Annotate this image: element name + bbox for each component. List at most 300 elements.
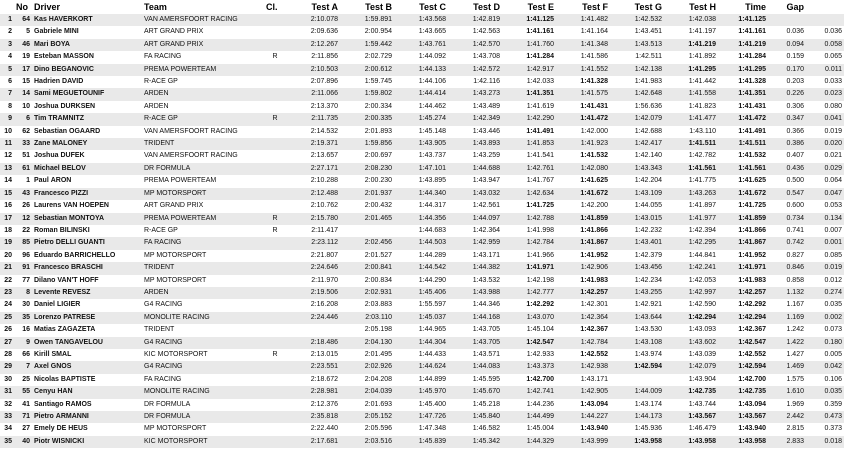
test-e-cell: 1:41.966 bbox=[526, 251, 554, 259]
test-g-cell: 1:56.636 bbox=[634, 102, 662, 110]
test-a-cell: 2:12.488 bbox=[286, 188, 340, 200]
driver-cell bbox=[32, 138, 142, 150]
number-cell: 1 bbox=[26, 177, 30, 185]
test-e-cell: 1:44.499 bbox=[502, 411, 556, 423]
team-cell: FA RACING bbox=[144, 53, 182, 61]
gap-cell: 0.094 bbox=[768, 39, 806, 51]
number-cell: 30 bbox=[22, 301, 30, 309]
test-e-cell: 1:43.070 bbox=[502, 312, 556, 324]
driver-cell bbox=[32, 200, 142, 212]
interval-cell: 0.001 bbox=[806, 237, 844, 249]
interval-cell: 0.064 bbox=[824, 177, 842, 185]
test-b-cell: 2:05.596 bbox=[364, 425, 392, 433]
driver-last-name: TRAMNITZ bbox=[48, 115, 85, 123]
number-cell: 16 bbox=[22, 326, 30, 334]
test-d-cell: 1:43.947 bbox=[472, 177, 500, 185]
gap-cell bbox=[768, 14, 806, 26]
test-f-cell: 1:41.575 bbox=[556, 88, 610, 100]
interval-cell: 0.359 bbox=[824, 400, 842, 408]
position-cell: 32 bbox=[4, 400, 12, 408]
test-b-cell: 2:00.334 bbox=[364, 102, 392, 110]
position-cell: 33 bbox=[0, 411, 14, 423]
test-f-cell: 1:42.906 bbox=[556, 262, 610, 274]
test-b-cell bbox=[340, 225, 394, 237]
test-f-cell: 1:43.171 bbox=[580, 375, 608, 383]
test-a-cell: 2:21.807 bbox=[310, 251, 338, 259]
team-cell: MP MOTORSPORT bbox=[144, 276, 207, 284]
test-h-cell: 1:46.479 bbox=[688, 425, 716, 433]
test-d-cell: 1:42.570 bbox=[448, 39, 502, 51]
class-cell bbox=[264, 237, 286, 249]
driver-cell bbox=[32, 299, 142, 311]
driver-last-name: BRASCHI bbox=[70, 264, 103, 272]
gap-cell: 0.827 bbox=[786, 251, 804, 259]
driver-cell bbox=[32, 411, 142, 423]
test-h-cell: 1:43.110 bbox=[689, 127, 716, 135]
number-cell: 12 bbox=[14, 213, 32, 225]
gap-cell: 0.846 bbox=[768, 262, 806, 274]
test-h-cell: 1:43.958 bbox=[664, 436, 718, 448]
interval-cell: 0.036 bbox=[824, 28, 842, 36]
table-row bbox=[0, 101, 844, 113]
test-b-cell: 2:00.612 bbox=[340, 64, 394, 76]
test-a-cell: 2:28.981 bbox=[286, 386, 340, 398]
number-cell: 33 bbox=[14, 138, 32, 150]
time-cell: 1:41.125 bbox=[718, 14, 768, 26]
test-g-cell: 1:42.648 bbox=[610, 88, 664, 100]
number-cell: 14 bbox=[14, 88, 32, 100]
table-row bbox=[0, 225, 844, 237]
driver-last-name: ZAGAZETA bbox=[57, 326, 96, 334]
class-cell bbox=[264, 175, 286, 187]
test-d-cell: 1:42.959 bbox=[448, 237, 502, 249]
class-cell bbox=[264, 101, 286, 113]
class-cell bbox=[264, 26, 286, 38]
interval-cell: 0.023 bbox=[806, 88, 844, 100]
position-cell: 19 bbox=[0, 237, 14, 249]
test-f-cell: 1:42.552 bbox=[580, 350, 608, 358]
test-d-cell: 1:44.688 bbox=[448, 163, 502, 175]
table-row bbox=[0, 411, 844, 423]
table-row bbox=[0, 200, 844, 212]
number-cell: 41 bbox=[22, 400, 30, 408]
test-g-cell bbox=[610, 374, 664, 386]
test-e-cell: 1:42.933 bbox=[526, 350, 554, 358]
test-c-cell: 1:47.348 bbox=[418, 425, 446, 433]
test-e-cell: 1:41.125 bbox=[502, 14, 556, 26]
driver-last-name: ARON bbox=[50, 177, 72, 185]
position-cell: 21 bbox=[0, 262, 14, 274]
test-b-cell: 2:08.230 bbox=[340, 163, 394, 175]
position-cell: 18 bbox=[4, 226, 12, 234]
test-c-cell: 1:45.037 bbox=[394, 312, 448, 324]
gap-cell: 1.469 bbox=[768, 361, 806, 373]
test-a-cell: 2:13.657 bbox=[310, 152, 338, 160]
test-d-cell: 1:43.532 bbox=[472, 276, 500, 284]
test-a-cell: 2:19.371 bbox=[286, 138, 340, 150]
results-body bbox=[0, 14, 844, 448]
table-row bbox=[0, 324, 844, 336]
table-row bbox=[0, 423, 844, 435]
time-cell: 1:41.284 bbox=[738, 53, 766, 61]
driver-cell bbox=[32, 175, 142, 187]
table-row bbox=[0, 312, 844, 324]
test-f-cell: 1:43.999 bbox=[556, 436, 610, 448]
position-cell: 13 bbox=[0, 163, 14, 175]
test-d-cell: 1:45.670 bbox=[448, 386, 502, 398]
driver-cell bbox=[32, 150, 142, 162]
interval-cell: 0.080 bbox=[824, 102, 842, 110]
table-row bbox=[0, 299, 844, 311]
test-g-cell: 1:42.532 bbox=[610, 14, 664, 26]
test-d-cell: 1:43.988 bbox=[448, 287, 502, 299]
table-row bbox=[0, 126, 844, 138]
test-b-cell: 2:03.883 bbox=[364, 301, 392, 309]
position-cell: 4 bbox=[8, 53, 12, 61]
number-cell: 43 bbox=[14, 188, 32, 200]
test-e-cell: 1:41.541 bbox=[526, 152, 554, 160]
test-e-cell: 1:41.767 bbox=[526, 177, 554, 185]
test-c-cell: 1:43.761 bbox=[394, 39, 448, 51]
time-cell: 1:41.971 bbox=[718, 262, 768, 274]
test-c-cell: 1:45.839 bbox=[394, 436, 448, 448]
driver-last-name: PATRESE bbox=[63, 313, 96, 321]
test-g-cell: 1:43.513 bbox=[610, 39, 664, 51]
position-cell: 11 bbox=[0, 138, 14, 150]
test-f-cell: 1:41.859 bbox=[556, 213, 610, 225]
test-b-cell: 1:59.856 bbox=[340, 138, 394, 150]
test-a-cell: 2:10.503 bbox=[286, 64, 340, 76]
driver-last-name: BOYA bbox=[50, 40, 70, 48]
test-f-cell: 1:42.080 bbox=[556, 163, 610, 175]
number-cell: 6 bbox=[14, 113, 32, 125]
number-cell: 46 bbox=[14, 39, 32, 51]
class-cell: R bbox=[272, 226, 278, 234]
test-a-cell: 2:16.208 bbox=[310, 301, 338, 309]
test-b-cell: 2:01.495 bbox=[364, 350, 392, 358]
test-h-cell: 1:42.294 bbox=[664, 312, 718, 324]
position-cell: 16 bbox=[4, 202, 12, 210]
team-cell: MP MOTORSPORT bbox=[144, 425, 207, 433]
class-cell bbox=[264, 14, 286, 26]
table-row bbox=[0, 76, 844, 88]
test-h-cell: 1:41.775 bbox=[688, 177, 716, 185]
test-c-cell: 1:44.092 bbox=[418, 53, 446, 61]
table-row bbox=[0, 138, 844, 150]
test-c-cell: 1:44.356 bbox=[394, 213, 448, 225]
driver-first-name: Francesco bbox=[34, 264, 70, 272]
time-cell: 1:41.431 bbox=[738, 102, 766, 110]
driver-last-name: VAN HOEPEN bbox=[63, 202, 109, 210]
driver-last-name: MEGUETOUNIF bbox=[52, 90, 105, 98]
driver-first-name: Joshua bbox=[34, 102, 59, 110]
test-g-cell: 1:42.688 bbox=[634, 127, 662, 135]
team-cell: ARDEN bbox=[144, 102, 169, 110]
interval-cell: 0.041 bbox=[806, 113, 844, 125]
position-cell: 20 bbox=[4, 251, 12, 259]
driver-first-name: Santiago bbox=[34, 400, 64, 408]
table-row bbox=[0, 51, 844, 63]
table-row bbox=[0, 262, 844, 274]
driver-last-name: PIZZI bbox=[70, 189, 89, 197]
test-a-cell: 2:35.818 bbox=[286, 411, 340, 423]
test-a-cell: 2:11.066 bbox=[286, 88, 340, 100]
test-g-cell: 1:44.009 bbox=[610, 386, 664, 398]
driver-cell bbox=[32, 14, 142, 26]
driver-cell bbox=[32, 287, 142, 299]
test-g-cell: 1:43.644 bbox=[610, 312, 664, 324]
gap-cell: 0.347 bbox=[768, 113, 806, 125]
test-a-cell: 2:15.780 bbox=[286, 213, 340, 225]
number-cell: 85 bbox=[14, 237, 32, 249]
gap-cell: 1.575 bbox=[786, 375, 804, 383]
test-f-cell: 1:41.625 bbox=[580, 177, 608, 185]
test-c-cell: 1:44.503 bbox=[394, 237, 448, 249]
test-f-cell: 1:41.866 bbox=[580, 226, 608, 234]
driver-cell bbox=[32, 262, 142, 274]
driver-cell bbox=[32, 423, 142, 435]
driver-first-name: Dino bbox=[34, 65, 50, 73]
position-cell: 22 bbox=[4, 276, 12, 284]
interval-cell: 0.058 bbox=[806, 39, 844, 51]
driver-first-name: Sebastian bbox=[34, 127, 68, 135]
driver-cell bbox=[32, 399, 142, 411]
table-row bbox=[0, 213, 844, 225]
test-g-cell: 1:43.109 bbox=[610, 188, 664, 200]
header-row bbox=[0, 0, 844, 14]
driver-last-name: BELOV bbox=[61, 164, 86, 172]
time-cell: 1:42.700 bbox=[738, 375, 766, 383]
driver-last-name: GNOS bbox=[50, 363, 72, 371]
test-f-cell: 1:42.938 bbox=[556, 361, 610, 373]
gap-cell: 0.159 bbox=[786, 53, 804, 61]
test-c-cell: 1:45.400 bbox=[418, 400, 446, 408]
driver-first-name: Sami bbox=[34, 90, 51, 98]
driver-last-name: ARMANNI bbox=[55, 413, 89, 420]
table-row bbox=[0, 150, 844, 162]
test-d-cell: 1:43.446 bbox=[472, 127, 500, 135]
driver-first-name: Gabriele bbox=[34, 28, 63, 36]
time-cell: 1:41.351 bbox=[718, 88, 768, 100]
interval-cell: 0.033 bbox=[824, 78, 842, 86]
test-c-cell: 1:44.340 bbox=[394, 188, 448, 200]
driver-cell bbox=[32, 126, 142, 138]
test-d-cell: 1:45.840 bbox=[448, 411, 502, 423]
driver-first-name: Owen bbox=[34, 338, 54, 346]
time-cell: 1:41.295 bbox=[718, 64, 768, 76]
test-f-cell: 1:41.532 bbox=[580, 152, 608, 160]
test-b-cell: 2:03.110 bbox=[340, 312, 394, 324]
table-row bbox=[0, 175, 844, 187]
test-a-cell bbox=[286, 324, 340, 336]
table-row bbox=[0, 163, 844, 175]
test-e-cell: 1:42.784 bbox=[502, 237, 556, 249]
time-cell: 1:41.952 bbox=[738, 251, 766, 259]
test-c-cell: 1:44.899 bbox=[418, 375, 446, 383]
test-f-cell: 1:42.784 bbox=[556, 337, 610, 349]
gap-cell: 0.742 bbox=[768, 237, 806, 249]
test-a-cell: 2:19.506 bbox=[286, 287, 340, 299]
test-c-cell: 1:44.624 bbox=[394, 361, 448, 373]
test-d-cell: 1:43.571 bbox=[472, 350, 500, 358]
team-cell: ART GRAND PRIX bbox=[144, 202, 204, 210]
gap-cell: 2.833 bbox=[768, 436, 806, 448]
test-d-cell: 1:43.032 bbox=[448, 188, 502, 200]
position-cell: 2 bbox=[8, 28, 12, 36]
header-pos bbox=[0, 0, 14, 14]
test-c-cell: 1:43.895 bbox=[418, 177, 446, 185]
test-b-cell: 2:00.834 bbox=[364, 276, 392, 284]
team-cell: ARDEN bbox=[142, 287, 264, 299]
test-b-cell: 2:02.729 bbox=[364, 53, 392, 61]
test-e-cell: 1:41.853 bbox=[502, 138, 556, 150]
header-interval bbox=[806, 0, 844, 14]
table-row bbox=[0, 349, 844, 361]
class-cell bbox=[264, 39, 286, 51]
header-test-e: Test E bbox=[527, 2, 554, 12]
test-g-cell: 1:43.108 bbox=[610, 337, 664, 349]
interval-cell: 0.019 bbox=[806, 262, 844, 274]
test-h-cell: 1:41.558 bbox=[664, 88, 718, 100]
table-row bbox=[0, 374, 844, 386]
team-cell: ART GRAND PRIX bbox=[144, 28, 204, 36]
test-h-cell: 1:42.590 bbox=[688, 301, 716, 309]
test-a-cell: 2:10.288 bbox=[310, 177, 338, 185]
table-row bbox=[0, 275, 844, 287]
team-cell: G4 RACING bbox=[142, 337, 264, 349]
test-d-cell: 1:42.349 bbox=[448, 113, 502, 125]
header-test-d: Test D bbox=[473, 2, 500, 12]
time-cell: 1:42.594 bbox=[718, 361, 768, 373]
time-cell: 1:41.561 bbox=[718, 163, 768, 175]
position-cell: 31 bbox=[0, 386, 14, 398]
position-cell: 8 bbox=[8, 102, 12, 110]
test-h-cell: 1:43.567 bbox=[664, 411, 718, 423]
class-cell bbox=[264, 399, 286, 411]
team-cell: PREMA POWERTEAM bbox=[142, 213, 264, 225]
test-a-cell: 2:11.417 bbox=[311, 226, 338, 234]
team-cell: G4 RACING bbox=[142, 361, 264, 373]
driver-first-name: Daniel bbox=[34, 301, 56, 309]
number-cell: 7 bbox=[14, 361, 32, 373]
header-no: No bbox=[16, 2, 28, 12]
position-cell: 23 bbox=[0, 287, 14, 299]
test-g-cell: 1:41.983 bbox=[634, 78, 662, 86]
test-f-cell: 1:41.552 bbox=[556, 64, 610, 76]
test-b-cell: 2:02.931 bbox=[340, 287, 394, 299]
test-c-cell: 1:47.726 bbox=[394, 411, 448, 423]
time-cell: 1:41.859 bbox=[718, 213, 768, 225]
header-class: Cl. bbox=[266, 2, 278, 12]
test-h-cell: 1:42.241 bbox=[664, 262, 718, 274]
driver-first-name: Cenyu bbox=[34, 388, 56, 396]
table-row bbox=[0, 287, 844, 299]
test-h-cell: 1:41.295 bbox=[664, 64, 718, 76]
gap-cell: 0.386 bbox=[768, 138, 806, 150]
driver-last-name: BEGANOVIC bbox=[51, 65, 94, 73]
gap-cell: 2.815 bbox=[786, 425, 804, 433]
test-e-cell: 1:41.284 bbox=[526, 53, 554, 61]
test-g-cell: 1:43.958 bbox=[610, 436, 664, 448]
driver-first-name: Piotr bbox=[34, 437, 50, 445]
team-cell: TRIDENT bbox=[144, 326, 175, 334]
interval-cell: 0.012 bbox=[824, 276, 842, 284]
test-d-cell: 1:45.595 bbox=[472, 375, 500, 383]
team-cell: KIC MOTORSPORT bbox=[144, 350, 208, 358]
driver-cell bbox=[32, 275, 142, 287]
number-cell: 17 bbox=[14, 64, 32, 76]
class-cell: R bbox=[264, 213, 286, 225]
interval-cell: 0.019 bbox=[824, 127, 842, 135]
time-cell: 1:43.567 bbox=[718, 411, 768, 423]
test-h-cell: 1:43.602 bbox=[664, 337, 718, 349]
number-cell: 61 bbox=[14, 163, 32, 175]
driver-cell bbox=[32, 237, 142, 249]
number-cell: 40 bbox=[14, 436, 32, 448]
test-e-cell: 1:41.619 bbox=[526, 102, 554, 110]
gap-cell: 0.203 bbox=[786, 78, 804, 86]
test-b-cell: 2:01.527 bbox=[364, 251, 392, 259]
test-c-cell: 1:43.568 bbox=[394, 14, 448, 26]
driver-last-name: DE HEUS bbox=[56, 425, 88, 433]
table-row bbox=[0, 88, 844, 100]
test-d-cell: 1:44.382 bbox=[448, 262, 502, 274]
driver-first-name: Axel bbox=[34, 363, 49, 371]
test-g-cell: 1:42.204 bbox=[634, 177, 662, 185]
number-cell: 64 bbox=[14, 14, 32, 26]
interval-cell: 0.134 bbox=[806, 213, 844, 225]
number-cell: 9 bbox=[14, 337, 32, 349]
driver-first-name: Hadrien bbox=[34, 78, 61, 86]
test-c-cell: 1:44.133 bbox=[394, 64, 448, 76]
team-cell: PREMA POWERTEAM bbox=[142, 64, 264, 76]
test-e-cell: 1:42.761 bbox=[502, 163, 556, 175]
driver-last-name: MINI bbox=[63, 28, 79, 36]
gap-cell: 1.969 bbox=[786, 400, 804, 408]
test-h-cell: 1:42.038 bbox=[664, 14, 718, 26]
test-f-cell: 1:41.348 bbox=[556, 39, 610, 51]
time-cell: 1:42.294 bbox=[718, 312, 768, 324]
driver-first-name: Levente bbox=[34, 288, 61, 296]
test-e-cell: 1:41.725 bbox=[526, 202, 554, 210]
test-b-cell: 2:00.697 bbox=[364, 152, 392, 160]
test-a-cell: 2:23.112 bbox=[286, 237, 340, 249]
number-cell: 10 bbox=[22, 102, 30, 110]
team-cell: ARDEN bbox=[142, 88, 264, 100]
test-g-cell: 1:42.379 bbox=[634, 251, 662, 259]
number-cell: 35 bbox=[14, 312, 32, 324]
driver-cell bbox=[32, 88, 142, 100]
driver-cell bbox=[32, 39, 142, 51]
team-cell: MONOLITE RACING bbox=[142, 386, 264, 398]
driver-cell bbox=[32, 213, 142, 225]
team-cell: MONOLITE RACING bbox=[142, 312, 264, 324]
header-time: Time bbox=[745, 2, 766, 12]
number-cell: 71 bbox=[14, 411, 32, 423]
interval-cell: 0.274 bbox=[806, 287, 844, 299]
test-f-cell: 1:41.164 bbox=[580, 28, 608, 36]
test-e-cell: 1:42.547 bbox=[502, 337, 556, 349]
interval-cell: 0.085 bbox=[824, 251, 842, 259]
test-a-cell: 2:27.171 bbox=[286, 163, 340, 175]
table-row bbox=[0, 64, 844, 76]
test-b-cell: 2:04.039 bbox=[340, 386, 394, 398]
team-cell: FA RACING bbox=[144, 375, 182, 383]
driver-last-name: VAN'T HOFF bbox=[57, 276, 99, 284]
driver-last-name: BAPTISTE bbox=[60, 375, 96, 383]
number-cell: 77 bbox=[22, 276, 30, 284]
test-c-cell: 1:44.289 bbox=[418, 251, 446, 259]
